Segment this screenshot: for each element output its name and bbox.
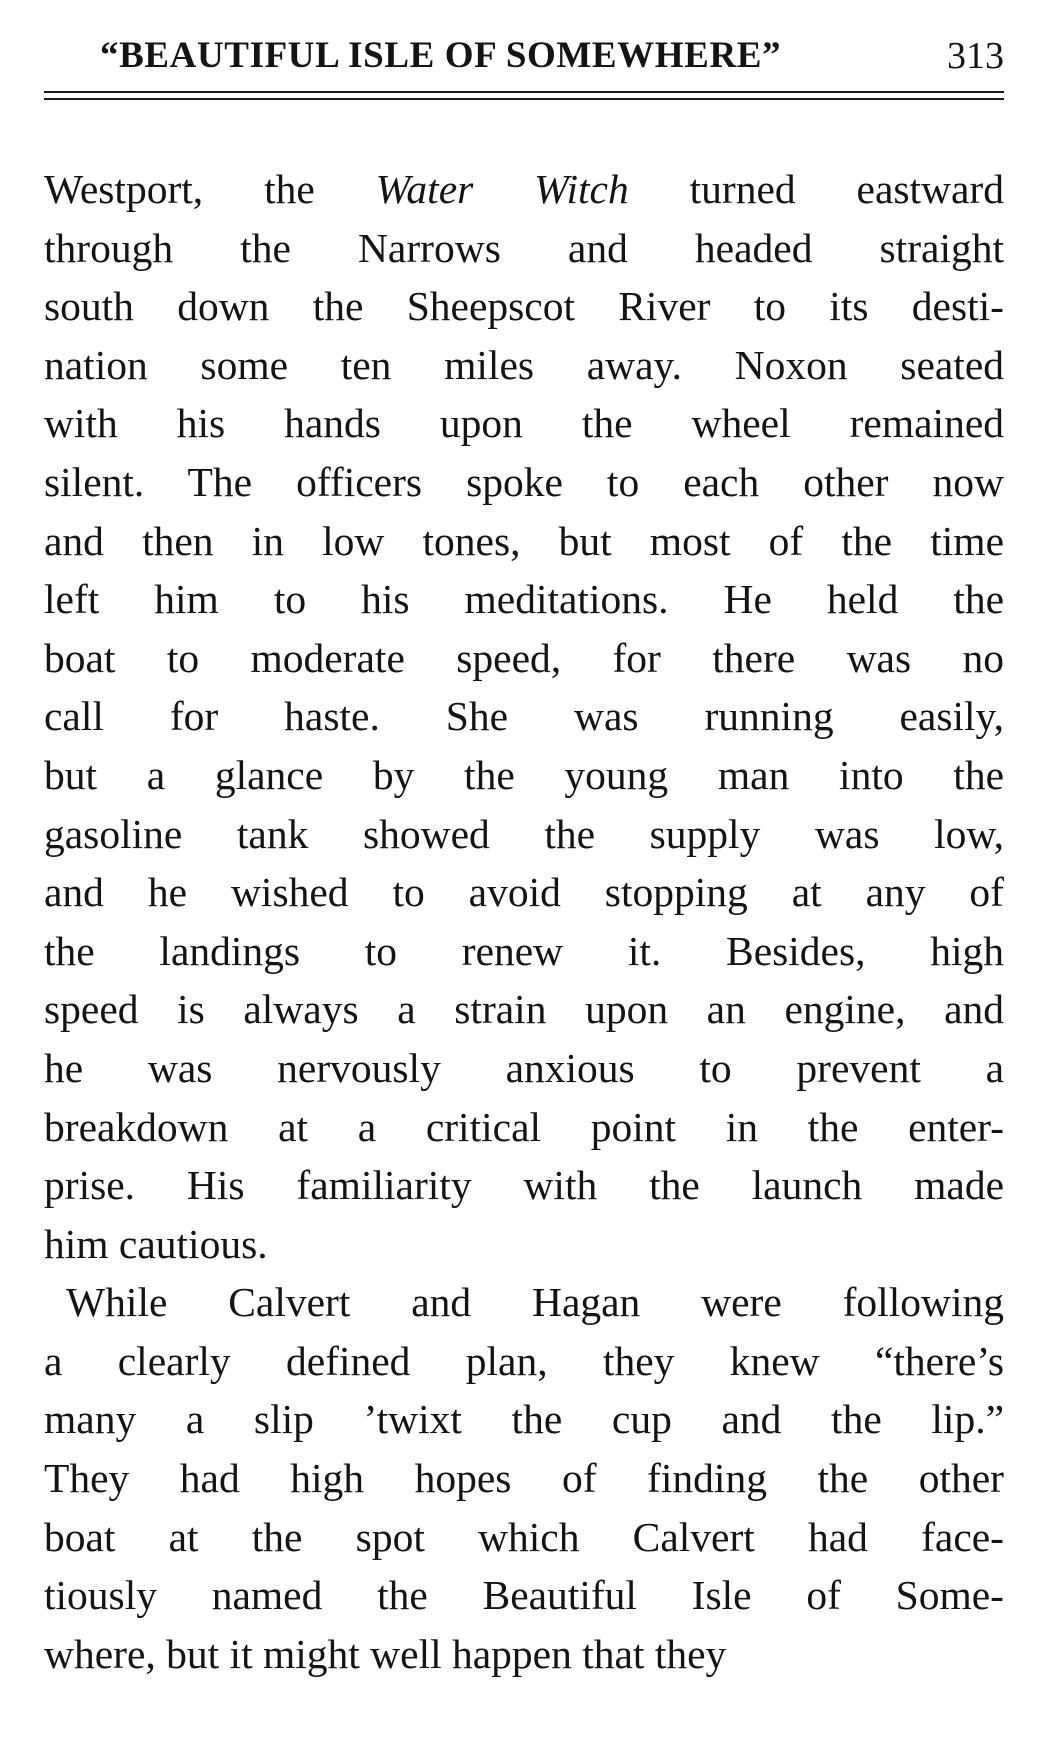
text-line <box>44 863 1004 922</box>
text-segment: boat at the spot which Calvert had face- <box>44 1513 1004 1560</box>
text-segment: him cautious. <box>44 1220 268 1267</box>
text-line <box>44 512 1004 571</box>
text-line <box>44 1273 1004 1332</box>
text-line <box>44 922 1004 981</box>
text-segment: the landings to renew it. Besides, high <box>44 927 1004 974</box>
text-segment: breakdown at a critical point in the enter- <box>44 1103 1004 1150</box>
text-segment: nation some ten miles away. Noxon seated <box>44 341 1004 388</box>
header-rule-top <box>44 91 1004 93</box>
text-line <box>44 1215 1004 1274</box>
text-segment: and he wished to avoid stopping at any of <box>44 869 1004 916</box>
text-segment: south down the Sheepscot River to its desti- <box>44 283 1004 330</box>
text-line <box>44 1332 1004 1391</box>
text-line <box>44 160 1004 219</box>
text-segment: They had high hopes of finding the other <box>44 1455 1004 1502</box>
body-text <box>44 160 1004 1683</box>
text-line <box>44 277 1004 336</box>
text-segment: and then in low tones, but most of the time <box>44 517 1004 564</box>
text-line <box>44 1390 1004 1449</box>
text-line <box>44 1098 1004 1157</box>
text-segment: left him to his meditations. He held the <box>44 576 1004 623</box>
text-line <box>44 394 1004 453</box>
text-segment: speed is always a strain upon an engine, and <box>44 986 1004 1033</box>
text-line <box>44 1156 1004 1215</box>
text-line <box>44 1566 1004 1625</box>
text-line <box>44 805 1004 864</box>
text-segment: prise. His familiarity with the launch made <box>44 1162 1004 1209</box>
text-segment: Westport, the <box>44 166 376 212</box>
text-segment: silent. The officers spoke to each other now <box>44 458 1004 505</box>
text-segment: turned eastward <box>628 166 1005 212</box>
text-line <box>44 453 1004 512</box>
text-segment: a clearly defined plan, they knew “there’s <box>44 1337 1004 1384</box>
italic-text: Water Witch <box>375 166 629 212</box>
text-line <box>44 336 1004 395</box>
text-line <box>44 687 1004 746</box>
text-segment: where, but it might well happen that they <box>44 1630 727 1677</box>
text-line <box>44 629 1004 688</box>
text-line <box>44 980 1004 1039</box>
text-line <box>44 1039 1004 1098</box>
text-segment: call for haste. She was running easily, <box>44 693 1004 740</box>
text-segment: While Calvert and Hagan were following <box>66 1279 1004 1326</box>
text-segment: through the Narrows and headed straight <box>44 224 1004 271</box>
text-segment: but a glance by the young man into the <box>44 751 1004 798</box>
text-line <box>44 1625 1004 1684</box>
text-segment: he was nervously anxious to prevent a <box>44 1044 1004 1091</box>
running-title: “BEAUTIFUL ISLE OF SOMEWHERE” <box>100 35 782 76</box>
text-line <box>44 1508 1004 1567</box>
text-line <box>44 219 1004 278</box>
text-segment: gasoline tank showed the supply was low, <box>44 810 1004 857</box>
text-segment: many a slip ’twixt the cup and the lip.” <box>44 1396 1004 1443</box>
text-line <box>44 570 1004 629</box>
text-line <box>44 746 1004 805</box>
paragraph <box>44 1273 1004 1683</box>
text-segment: boat to moderate speed, for there was no <box>44 634 1004 681</box>
text-segment: tiously named the Beautiful Isle of Some- <box>44 1572 1004 1619</box>
paragraph <box>44 160 1004 1273</box>
text-line <box>44 1449 1004 1508</box>
running-header <box>44 28 1004 78</box>
text-segment: with his hands upon the wheel remained <box>44 400 1004 447</box>
page-number: 313 <box>947 35 1004 77</box>
header-rule-bottom <box>44 98 1004 100</box>
